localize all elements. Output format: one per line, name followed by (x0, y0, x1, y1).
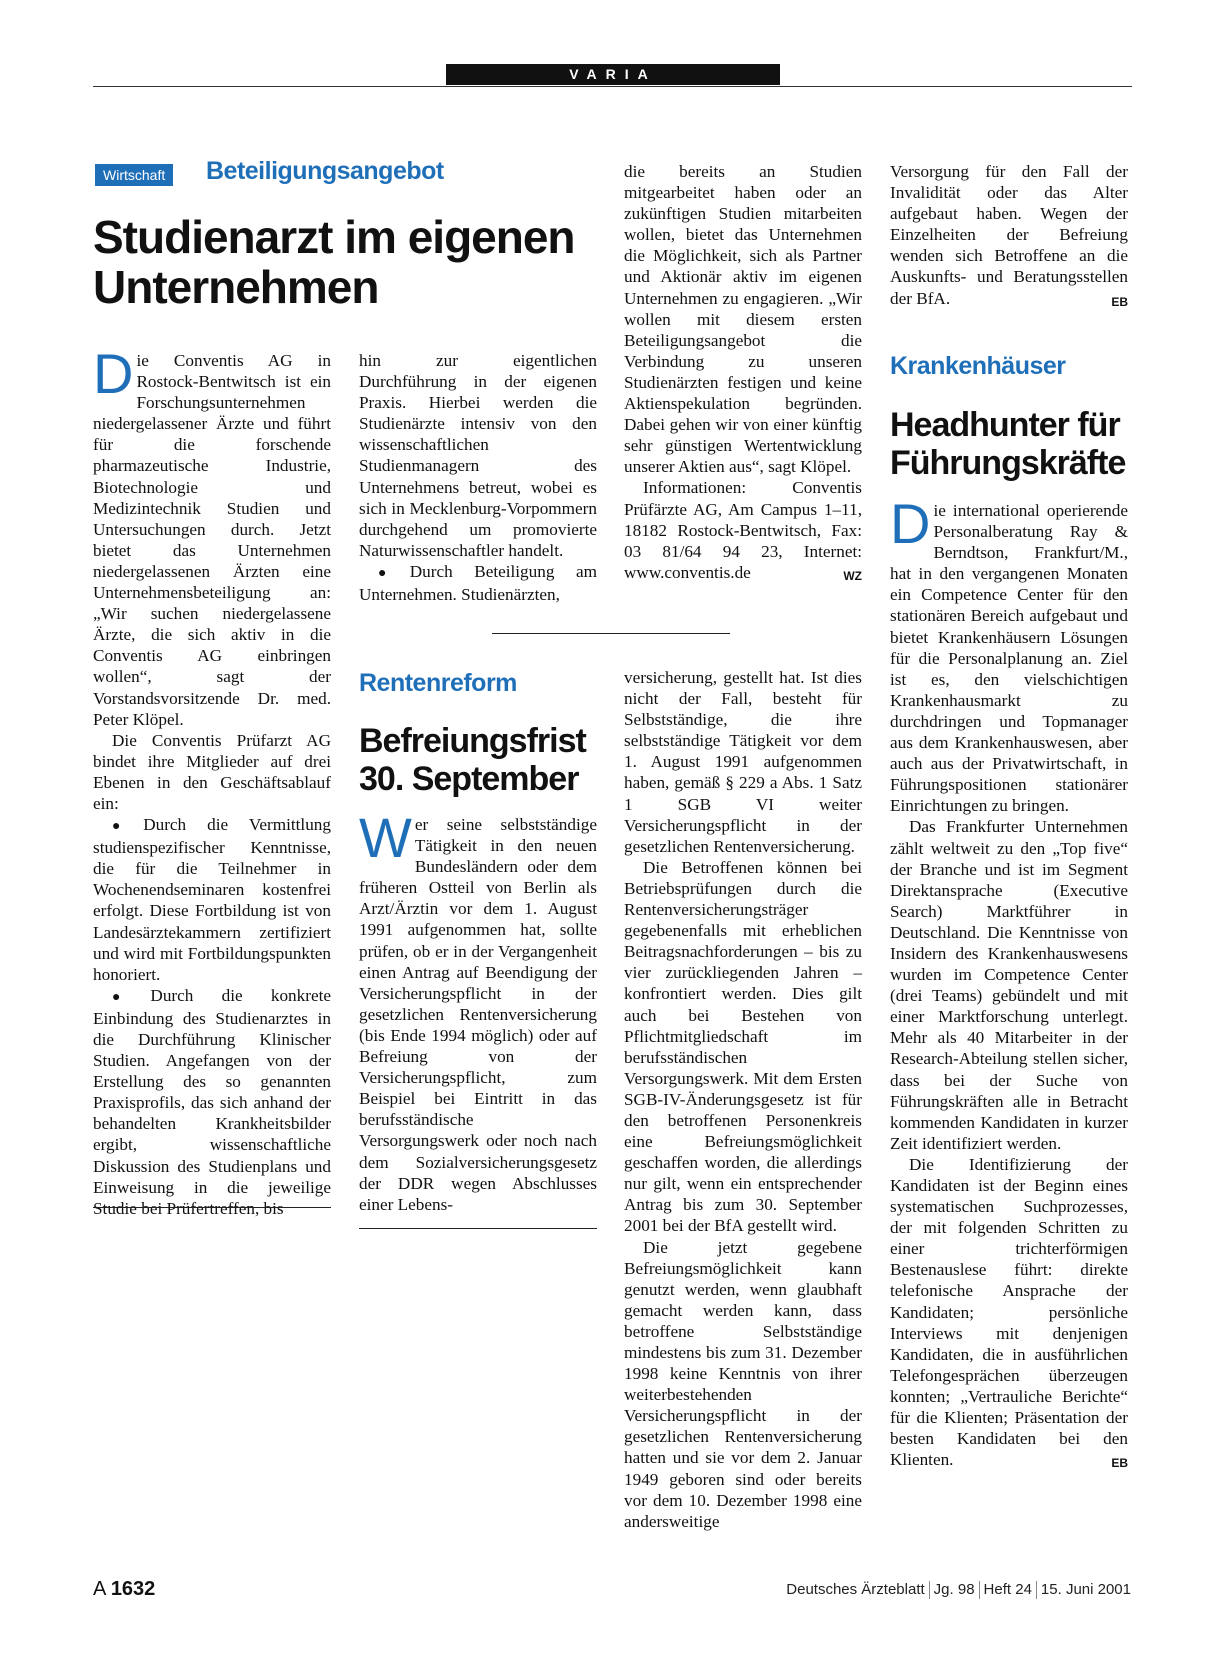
article1-bullet-item (93, 985, 331, 1219)
article2-signature: EB (1111, 294, 1128, 309)
dropcap: D (890, 492, 931, 555)
page-number (93, 1578, 155, 1601)
article1-paragraph: hin zur eigentlichen Durchführung in der eigenen Praxis. Hierbei werden die Studienärzte intensiv von den wissenschaftlichen Studienmanagern des Unternehmens betreut, wobei es sich in Mecklenburg-Vorpommern durchgehend um promovierte Naturwissenschaftler handelt. (359, 351, 597, 560)
article3-paragraph (890, 1154, 1128, 1470)
article2-headline-line2: 30. September (359, 760, 579, 798)
journal-date: 15. Juni 2001 (1040, 1581, 1131, 1598)
journal-volume: Jg. 98 (933, 1581, 975, 1598)
article2-text: er seine selbstständige Tätigkeit in den neuen Bundesländern oder dem früheren Ostteil von Berlin als Arzt/Ärztin vor dem 1. August 1991 aufgenommen hat, sollte prüfen, ob er in der Vergangenheit einen Antrag auf Beendigung der Versicherungspflicht in der gesetzlichen Rentenversicherung (bis Ende 1994 möglich) oder auf Befreiung von der Versicherungspflicht, zum Beispiel bei Eintritt in das berufsständische Versorgungswerk oder noch nach dem Sozialversicherungsgesetz der DDR wegen Abschlusses einer Lebens- (359, 815, 597, 1214)
article1-column2 (359, 350, 597, 605)
article1-text: Durch die konkrete Einbindung des Studienarztes in die Durchführung Klinischer Studien. Angefangen von der Erstellung des so genannten Praxisprofils, das sich anhand der behandelten Krankheitsbilder ergibt, wissenschaftliche Diskussion des Studienplans und Einweisung in die jeweilige Studie bei Prüfertreffen, bis (93, 985, 331, 1218)
page-number-value: 1632 (110, 1578, 156, 1600)
journal-issue: Heft 24 (983, 1581, 1032, 1598)
article1-headline-line2: Unternehmen (93, 261, 379, 313)
bullet-icon: ● (112, 819, 138, 835)
article1-bullet-item (359, 561, 597, 605)
article1-column1 (93, 342, 331, 1219)
article3-headline-line1: Headhunter für (890, 406, 1120, 444)
article1-paragraph (93, 342, 331, 730)
article3-topic: Krankenhäuser (890, 352, 1066, 380)
article2-column3 (890, 161, 1128, 313)
article2-topic: Rentenreform (359, 669, 517, 697)
article1-paragraph: Die Conventis Prüfarzt AG bindet ihre Mitglieder auf drei Ebenen in den Geschäftsablauf ein: (93, 730, 331, 813)
article2-headline (359, 722, 586, 798)
column-end-rule (93, 1207, 331, 1208)
article3-signature: EB (1111, 1456, 1128, 1471)
header-rule (93, 86, 1132, 87)
separator-rule (492, 633, 730, 634)
journal-name: Deutsches Ärzteblatt (786, 1581, 925, 1598)
article2-paragraph: Die jetzt gegebene Befreiungsmöglichkeit kann genutzt werden, wenn glaubhaft gemacht werden kann, dass betroffene Selbstständige mindestens bis zum 31. Dezember 1998 keine Kenntnis von ihrer weiterbestehenden Versicherungspflicht in der gesetzlichen Rentenversicherung hatten und sie vor dem 2. Januar 1949 geboren sind oder bereits vor dem 10. Dezember 1998 eine andersweitige (624, 1237, 862, 1531)
section-label: VARIA (446, 64, 780, 85)
article3-column1 (890, 492, 1128, 1474)
article1-text: Informationen: Conventis Prüfärzte AG, Am Campus 1–11, 18182 Rostock-Bentwitsch, Fax: 03 81/64 94 23, Internet: www.conventis.de (624, 478, 862, 582)
page-prefix: A (93, 1578, 106, 1600)
bullet-icon: ● (112, 989, 145, 1005)
publication-info (786, 1581, 1131, 1599)
article1-headline (93, 212, 575, 312)
article1-topic: Beteiligungsangebot (206, 157, 444, 185)
article3-text: ie international operierende Personalberatung Ray & Berndtson, Frankfurt/M., hat in den vergangenen Monaten ein Competence Center für den stationären Bereich aufgebaut und bietet Krankenhäusern Lösungen für die Personalplanung an. Ziel ist es, den vielschichtigen Krankenhausmarkt zu durchdringen und Topmanager aus dem Krankenhauswesen, aber auch aus der Privatwirtschaft, in Führungspositionen stationärer Einrichtungen zu bringen. (890, 501, 1128, 816)
article3-paragraph (890, 492, 1128, 816)
article2-column1 (359, 806, 597, 1215)
article3-text: Die Identifizierung der Kandidaten ist der Beginn eines systematischen Suchprozesses, der mit folgenden Schritten zu einer trichterförmigen Bestenauslese führt: direkte telefonische Ansprache der Kandidaten; persönliche Interviews mit denjenigen Kandidaten, die in ausführlichen Telefongesprächen überzeugen konnten; „Vertrauliche Berichte“ für die Klienten; Präsentation der besten Kandidaten bei den Klienten. (890, 1154, 1128, 1470)
article1-column3 (624, 161, 862, 587)
article1-paragraph: die bereits an Studien mitgearbeitet haben oder an zukünftigen Studien mitarbeiten wollen, bietet das Unternehmen die Möglichkeit, sich als Partner und Aktionär aktiv im eigenen Unternehmen zu engagieren. „Wir wollen mit diesem ersten Beteiligungsangebot die Verbindung zu unseren Studienärzten festigen und keine Aktienspekulation begründen. Dabei gehen wir von einer künftig sehr günstigen Wertentwicklung unserer Aktien aus“, sagt Klöpel. (624, 162, 862, 477)
separator (979, 1581, 980, 1599)
article3-paragraph: Das Frankfurter Unternehmen zählt weltweit zu den „Top five“ der Branche und ist im Segment Direktansprache (Executive Search) Marktführer in Deutschland. Die Kenntnisse von Insidern des Krankenhauswesens wurden im Competence Center (drei Teams) gebündelt und mit einer Marktforschung unterlegt. Mehr als 40 Mitarbeiter in der Research-Abteilung stellen sicher, dass bei der Suche von Führungskräften alle in Betracht kommenden Kandidaten in kurzer Zeit identifiziert werden. (890, 817, 1128, 1153)
article2-text: Versorgung für den Fall der Invalidität oder das Alter aufgebaut haben. Wegen der Einzelheiten der Befreiung wenden sich Betroffene an die Auskunfts- und Beratungsstellen der BfA. (890, 162, 1128, 308)
article2-paragraph (890, 161, 1128, 309)
dropcap: D (93, 342, 134, 405)
article1-bullet-item (93, 814, 331, 985)
column-end-rule (359, 1228, 597, 1229)
article2-paragraph (359, 806, 597, 1215)
article2-paragraph: versicherung, gestellt hat. Ist dies nicht der Fall, besteht für Selbstständige, die ihre selbstständige Tätigkeit vor dem 1. August 1991 aufgenommen haben, gemäß § 229 a Abs. 1 Satz 1 SGB VI weiter Versicherungspflicht in der gesetzlichen Rentenversicherung. (624, 668, 862, 856)
category-badge: Wirtschaft (95, 164, 173, 186)
article1-text: Durch Beteiligung am Unternehmen. Studienärzten, (359, 561, 597, 605)
article2-column2 (624, 667, 862, 1532)
separator (1036, 1581, 1037, 1599)
bullet-icon: ● (378, 565, 404, 581)
article2-headline-line1: Befreiungsfrist (359, 722, 586, 760)
separator (929, 1581, 930, 1599)
article3-headline (890, 406, 1125, 482)
article1-headline-line1: Studienarzt im eigenen (93, 211, 575, 263)
article1-text: ie Conventis AG in Rostock-Bentwitsch ist ein Forschungsunternehmen niedergelassener Ärzte und führt für die forschende pharmazeutische Industrie, Biotechnologie und Medizintechnik Studien und Untersuchungen durch. Jetzt bietet das Unternehmen niedergelassenen Ärzten eine Unternehmensbeteiligung an: „Wir suchen niedergelassene Ärzte, die sich aktiv in die Conventis AG einbringen wollen“, sagt der Vorstandsvorsitzende Dr. med. Peter Klöpel. (93, 351, 331, 729)
article2-paragraph: Die Betroffenen können bei Betriebsprüfungen durch die Rentenversicherungsträger gegebenenfalls mit erheblichen Beitragsnachforderungen – bis zu vier zurückliegenden Jahren – konfrontiert werden. Dies gilt auch bei Bestehen von Pflichtmitgliedschaft im berufsständischen Versorgungswerk. Mit dem Ersten SGB-IV-Änderungsgesetz ist für den betroffenen Personenkreis eine Befreiungsmöglichkeit geschaffen worden, die allerdings nur gilt, wenn ein entsprechender Antrag bis zum 30. September 2001 bei der BfA gestellt wird. (624, 857, 862, 1236)
article3-headline-line2: Führungskräfte (890, 444, 1126, 482)
article1-paragraph (624, 477, 862, 582)
article1-signature: WZ (843, 568, 862, 583)
article1-text: Durch die Vermittlung studienspezifischer Kenntnisse, die für die Teilnehmer in Wochenendseminaren kostenfrei erfolgt. Diese Fortbildung ist von Landesärztekammern zertifiziert und wird mit Fortbildungspunkten honoriert. (93, 815, 331, 984)
dropcap: W (359, 806, 412, 869)
